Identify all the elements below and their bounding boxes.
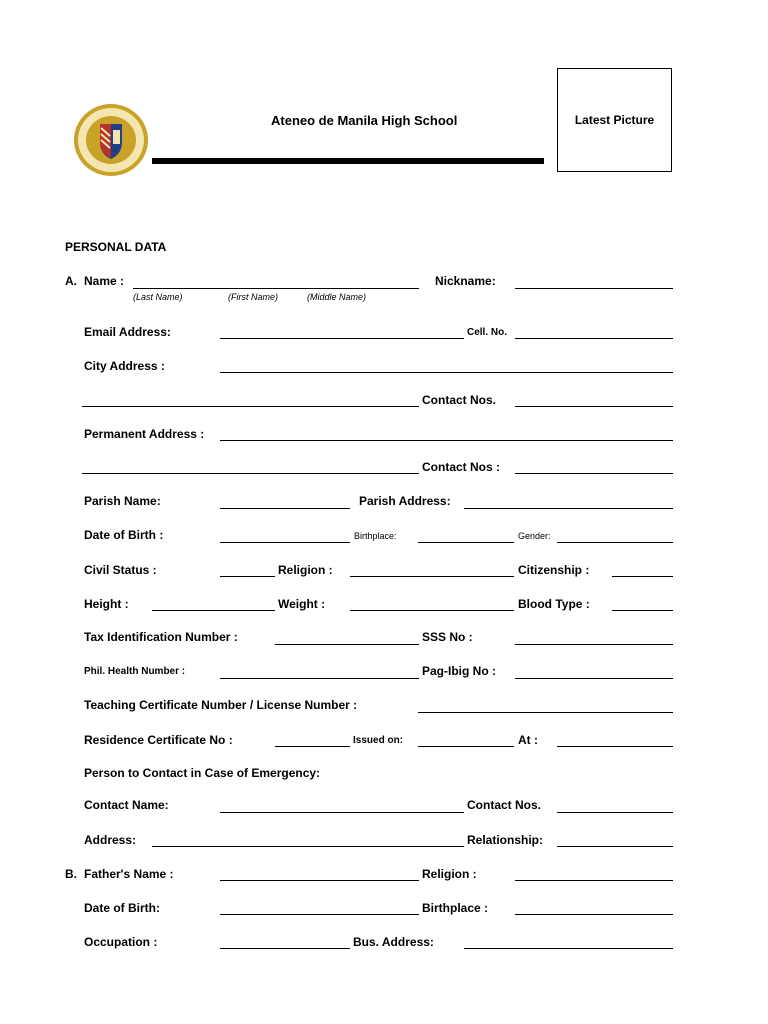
header-divider [152,158,544,164]
contact-name-field[interactable] [220,812,464,813]
citizenship-field[interactable] [612,576,673,577]
pagibig-field[interactable] [515,678,673,679]
dob-label: Date of Birth : [84,528,164,542]
emergency-address-field[interactable] [152,846,464,847]
religion-field[interactable] [350,576,514,577]
citizenship-label: Citizenship : [518,563,590,577]
philhealth-field[interactable] [220,678,419,679]
birthplace-label: Birthplace: [354,531,397,541]
pagibig-label: Pag-Ibig No : [422,664,496,678]
emergency-contact-nos-field[interactable] [557,812,673,813]
father-dob-label: Date of Birth: [84,901,160,915]
emergency-heading: Person to Contact in Case of Emergency: [84,766,321,780]
gender-field[interactable] [557,542,673,543]
civil-status-field[interactable] [220,576,275,577]
nickname-label: Nickname: [435,274,496,288]
father-religion-label: Religion : [422,867,477,881]
height-label: Height : [84,597,129,611]
philhealth-label: Phil. Health Number : [84,666,186,677]
school-seal [72,102,150,178]
city-address-label: City Address : [84,359,165,373]
photo-box[interactable] [557,68,672,172]
name-label: Name : [84,274,125,288]
last-name-hint: (Last Name) [133,292,183,302]
school-title: Ateneo de Manila High School [271,113,458,128]
father-birthplace-label: Birthplace : [422,901,489,915]
issued-on-label: Issued on: [353,735,404,746]
sss-field[interactable] [515,644,673,645]
fathers-name-field[interactable] [220,880,419,881]
height-field[interactable] [152,610,275,611]
dob-field[interactable] [220,542,350,543]
tin-label: Tax Identification Number : [84,630,238,644]
issued-on-field[interactable] [418,746,514,747]
fathers-name-label: Father's Name : [84,867,174,881]
permanent-address-label: Permanent Address : [84,427,205,441]
permanent-address-field-2[interactable] [82,473,419,474]
middle-name-hint: (Middle Name) [307,292,367,302]
at-field[interactable] [557,746,673,747]
civil-status-label: Civil Status : [84,563,157,577]
city-contact-label: Contact Nos. [422,393,497,407]
section-heading: PERSONAL DATA [65,240,167,254]
emergency-address-label: Address: [84,833,137,847]
permanent-address-field[interactable] [220,440,673,441]
parish-address-label: Parish Address: [359,494,451,508]
weight-field[interactable] [350,610,514,611]
first-name-hint: (First Name) [228,292,278,302]
email-field[interactable] [220,338,464,339]
tin-field[interactable] [275,644,419,645]
parish-name-field[interactable] [220,508,350,509]
permanent-contact-field[interactable] [515,473,673,474]
father-dob-field[interactable] [220,914,419,915]
cell-no-label: Cell. No. [467,327,508,338]
bus-address-field[interactable] [464,948,673,949]
parish-address-field[interactable] [464,508,673,509]
emergency-contact-nos-label: Contact Nos. [467,798,542,812]
section-b-marker: B. [65,867,77,881]
city-address-field-2[interactable] [82,406,419,407]
relationship-field[interactable] [557,846,673,847]
cell-no-field[interactable] [515,338,673,339]
religion-label: Religion : [278,563,333,577]
sss-label: SSS No : [422,630,473,644]
nickname-field[interactable] [515,288,673,289]
teaching-cert-field[interactable] [418,712,673,713]
blood-type-field[interactable] [612,610,673,611]
residence-cert-field[interactable] [275,746,350,747]
father-religion-field[interactable] [515,880,673,881]
name-field[interactable] [133,288,419,289]
section-a-marker: A. [65,274,77,288]
email-label: Email Address: [84,325,171,339]
city-contact-field[interactable] [515,406,673,407]
teaching-cert-label: Teaching Certificate Number / License Number : [84,698,358,712]
permanent-contact-label: Contact Nos : [422,460,500,474]
relationship-label: Relationship: [467,833,544,847]
parish-name-label: Parish Name: [84,494,161,508]
bus-address-label: Bus. Address: [353,935,434,949]
at-label: At : [518,733,538,747]
residence-cert-label: Residence Certificate No : [84,733,233,747]
weight-label: Weight : [278,597,326,611]
gender-label: Gender: [518,531,551,541]
photo-box-label: Latest Picture [574,113,655,127]
occupation-label: Occupation : [84,935,158,949]
father-birthplace-field[interactable] [515,914,673,915]
contact-name-label: Contact Name: [84,798,169,812]
birthplace-field[interactable] [418,542,514,543]
blood-type-label: Blood Type : [518,597,590,611]
occupation-field[interactable] [220,948,350,949]
city-address-field[interactable] [220,372,673,373]
